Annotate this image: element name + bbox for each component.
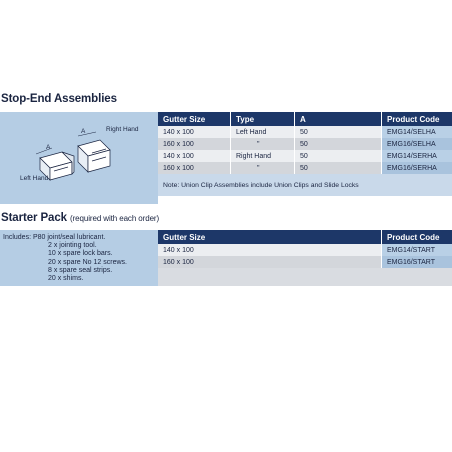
cell-type: Left Hand bbox=[231, 126, 295, 138]
cell-gutter-size: 140 x 100 bbox=[158, 150, 231, 162]
stop-end-diagram-panel bbox=[0, 112, 158, 204]
starter-pack-table bbox=[158, 230, 452, 286]
cell-gutter-size: 140 x 100 bbox=[158, 244, 382, 256]
cell-product-code: EMG14/SERHA bbox=[382, 150, 452, 162]
starter-pack-note: (required with each order) bbox=[70, 214, 160, 223]
table-header-row bbox=[158, 112, 452, 126]
header-a: A bbox=[295, 112, 382, 126]
table-note: Note: Union Clip Assemblies include Union Clips and Slide Locks bbox=[158, 174, 452, 196]
header-type: Type bbox=[231, 112, 295, 126]
cell-gutter-size: 160 x 100 bbox=[158, 256, 382, 268]
stop-end-table bbox=[158, 112, 452, 196]
cell-gutter-size: 140 x 100 bbox=[158, 126, 231, 138]
cell-gutter-size: 160 x 100 bbox=[158, 138, 231, 150]
left-hand-label: Left Hand bbox=[20, 175, 49, 182]
includes-line: 20 x spare No 12 screws. bbox=[48, 258, 127, 266]
cell-a: 50 bbox=[295, 138, 382, 150]
cell-type: Right Hand bbox=[231, 150, 295, 162]
cell-type: " bbox=[231, 162, 295, 174]
cell-type: " bbox=[231, 138, 295, 150]
starter-pack-includes bbox=[3, 234, 127, 283]
header-gutter-size: Gutter Size bbox=[158, 112, 231, 126]
cell-product-code: EMG16/START bbox=[382, 256, 452, 268]
starter-pack-title: Starter Pack (required with each order) bbox=[1, 212, 160, 224]
table-row bbox=[158, 256, 452, 268]
cell-gutter-size: 160 x 100 bbox=[158, 162, 231, 174]
table-row bbox=[158, 138, 452, 150]
includes-line: 8 x spare seal strips. bbox=[48, 266, 113, 274]
includes-line: Includes: P80 joint/seal lubricant. bbox=[3, 234, 106, 241]
table-row bbox=[158, 150, 452, 162]
cell-product-code: EMG16/SELHA bbox=[382, 138, 452, 150]
cell-product-code: EMG16/SERHA bbox=[382, 162, 452, 174]
header-gutter-size: Gutter Size bbox=[158, 230, 382, 244]
table-row bbox=[158, 126, 452, 138]
cell-a: 50 bbox=[295, 150, 382, 162]
cell-a: 50 bbox=[295, 162, 382, 174]
includes-line: 2 x jointing tool. bbox=[48, 242, 97, 250]
table-row bbox=[158, 244, 452, 256]
includes-line: 20 x shims. bbox=[48, 275, 84, 283]
table-filler-row bbox=[158, 268, 452, 286]
dimension-a-label-left: A bbox=[46, 144, 51, 151]
right-hand-label: Right Hand bbox=[106, 126, 139, 133]
cell-product-code: EMG14/SELHA bbox=[382, 126, 452, 138]
cell-product-code: EMG14/START bbox=[382, 244, 452, 256]
header-product-code: Product Code bbox=[382, 112, 452, 126]
cell-a: 50 bbox=[295, 126, 382, 138]
dimension-a-label-right: A bbox=[81, 128, 86, 135]
stop-end-title: Stop-End Assemblies bbox=[1, 93, 117, 105]
includes-line: 10 x spare lock bars. bbox=[48, 250, 113, 258]
table-header-row bbox=[158, 230, 452, 244]
table-row bbox=[158, 162, 452, 174]
header-product-code: Product Code bbox=[382, 230, 452, 244]
